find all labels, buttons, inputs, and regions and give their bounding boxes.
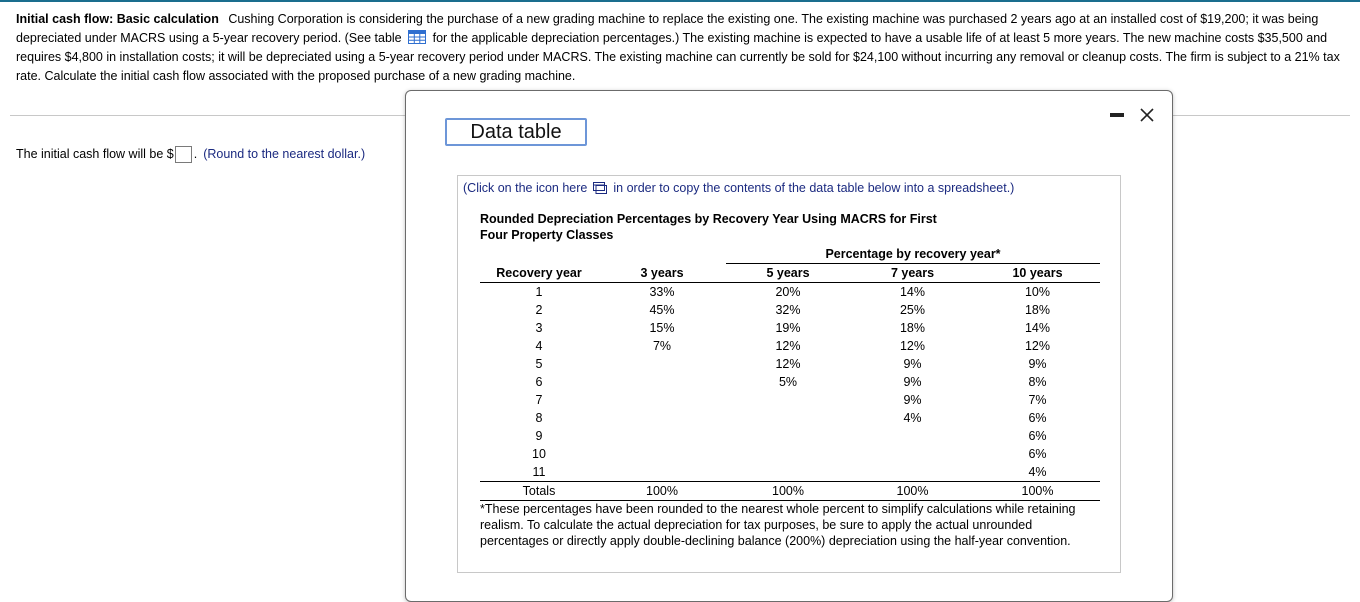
table-cell: 7% xyxy=(1028,393,1047,407)
table-cell xyxy=(726,391,850,409)
initial-cash-flow-input[interactable] xyxy=(175,146,192,163)
table-cell xyxy=(598,355,726,373)
table-body xyxy=(480,283,1100,482)
recovery-year-cell: 1 xyxy=(535,285,543,299)
table-cell xyxy=(598,409,726,427)
copy-text-after: in order to copy the contents of the data table below into a spreadsheet.) xyxy=(613,181,1015,195)
table-heading: Rounded Depreciation Percentages by Recovery Year Using MACRS for First Four Property Classes xyxy=(480,212,937,242)
table-cell xyxy=(598,427,726,445)
table-row xyxy=(480,355,1100,373)
column-header: 5 years xyxy=(726,264,850,283)
recovery-year-cell: 9 xyxy=(535,429,543,443)
table-cell xyxy=(598,391,726,409)
table-cell xyxy=(598,373,726,391)
table-cell: 6% xyxy=(1028,411,1047,425)
table-row xyxy=(480,445,1100,463)
table-cell: 100% xyxy=(726,482,850,501)
copy-instructions xyxy=(463,181,1014,195)
close-icon[interactable] xyxy=(1139,107,1155,123)
table-cell: 33% xyxy=(649,285,675,299)
recovery-year-cell: 11 xyxy=(532,465,546,479)
table-cell xyxy=(850,445,975,463)
table-cell: 100% xyxy=(975,482,1100,501)
recovery-year-cell: 2 xyxy=(535,303,543,317)
table-grid-icon[interactable] xyxy=(408,30,426,44)
table-row xyxy=(480,373,1100,391)
answer-label: The initial cash flow will be $ xyxy=(16,147,174,161)
table-cell: 10% xyxy=(1024,285,1051,299)
table-cell xyxy=(726,445,850,463)
recovery-year-cell: 6 xyxy=(535,375,543,389)
table-cell: 18% xyxy=(1024,303,1051,317)
problem-text-part1: Cushing Corporation is considering the purchase of a new grading machine to replace the existing one. The existing machine was purchased 2 years ago at an installed cost of $19,200; it was being depreciated under MACRS using a 5-year recovery period. (See table xyxy=(16,12,1319,45)
table-cell: 6% xyxy=(1028,429,1047,443)
dialog-title: Data table xyxy=(445,118,587,146)
table-cell: 25% xyxy=(899,303,926,317)
table-row xyxy=(480,301,1100,319)
table-cell xyxy=(598,463,726,482)
data-table-panel xyxy=(457,175,1121,573)
table-cell: 32% xyxy=(775,303,801,317)
table-row xyxy=(480,337,1100,355)
table-cell: 100% xyxy=(598,482,726,501)
table-cell: 20% xyxy=(775,285,801,299)
table-row xyxy=(480,427,1100,445)
rounding-note: (Round to the nearest dollar.) xyxy=(203,147,366,161)
table-cell: 5% xyxy=(778,375,798,389)
table-footnote: *These percentages have been rounded to the nearest whole percent to simplify calculations while retaining realism. To calculate the actual depreciation for tax purposes, be sure to apply the actual unrounded percentages or directly apply double-declining balance (200%) depreciation using the half-year convention. xyxy=(480,502,1076,548)
recovery-year-cell: 10 xyxy=(532,447,546,461)
answer-period: . xyxy=(193,147,198,161)
table-cell: 19% xyxy=(775,321,801,335)
table-cell: 9% xyxy=(1028,357,1047,371)
recovery-year-cell: 5 xyxy=(535,357,543,371)
table-cell: 12% xyxy=(899,339,926,353)
table-cell xyxy=(598,445,726,463)
table-cell: 12% xyxy=(1024,339,1051,353)
data-table-dialog xyxy=(405,90,1173,602)
group-header: Percentage by recovery year* xyxy=(726,245,1100,264)
table-row xyxy=(480,409,1100,427)
table-cell: 9% xyxy=(903,375,922,389)
table-cell: 9% xyxy=(903,393,922,407)
minimize-icon[interactable] xyxy=(1110,113,1124,117)
spreadsheet-copy-icon[interactable] xyxy=(593,182,607,194)
recovery-year-cell: 8 xyxy=(535,411,543,425)
problem-title: Initial cash flow: Basic calculation xyxy=(16,12,219,26)
macrs-depreciation-table xyxy=(480,245,1100,501)
table-cell xyxy=(850,427,975,445)
table-cell xyxy=(850,463,975,482)
table-cell: 8% xyxy=(1028,375,1047,389)
table-cell: 4% xyxy=(1028,465,1047,479)
recovery-year-cell: 4 xyxy=(535,339,543,353)
column-header: 7 years xyxy=(850,264,975,283)
table-row xyxy=(480,319,1100,337)
problem-text-part2: for the applicable depreciation percentages.) The existing machine is expected to have a usable life of at least 5 more years. The new machine costs $35,500 and requires $4,800 in installation costs; it will be depreciated using a 5-year recovery period under MACRS. The existing machine can currently be sold for $24,100 without incurring any removal or cleanup costs. The firm is subject to a 21% tax rate. Calculate the initial cash flow associated with the proposed purchase of a new grading machine. xyxy=(16,31,1340,83)
totals-row xyxy=(480,482,1100,501)
table-cell: 7% xyxy=(652,339,672,353)
table-cell: 12% xyxy=(775,339,801,353)
top-accent-line xyxy=(0,0,1360,2)
table-cell xyxy=(726,463,850,482)
column-header: 3 years xyxy=(598,264,726,283)
totals-label: Totals xyxy=(480,482,598,501)
problem-statement xyxy=(16,10,1352,86)
table-row xyxy=(480,283,1100,302)
table-cell: 18% xyxy=(899,321,926,335)
table-cell xyxy=(726,409,850,427)
copy-text-before: (Click on the icon here xyxy=(463,181,588,195)
table-cell: 14% xyxy=(899,285,926,299)
column-header: Recovery year xyxy=(480,264,598,283)
column-header: 10 years xyxy=(975,264,1100,283)
table-cell: 12% xyxy=(775,357,801,371)
table-row xyxy=(480,391,1100,409)
answer-row xyxy=(16,145,365,163)
table-cell: 15% xyxy=(649,321,675,335)
table-cell: 100% xyxy=(850,482,975,501)
table-cell: 4% xyxy=(903,411,922,425)
table-cell xyxy=(726,427,850,445)
recovery-year-cell: 3 xyxy=(535,321,543,335)
table-row xyxy=(480,463,1100,482)
table-cell: 6% xyxy=(1028,447,1047,461)
table-cell: 9% xyxy=(903,357,922,371)
table-cell: 45% xyxy=(649,303,675,317)
table-cell: 14% xyxy=(1024,321,1051,335)
recovery-year-cell: 7 xyxy=(535,393,543,407)
